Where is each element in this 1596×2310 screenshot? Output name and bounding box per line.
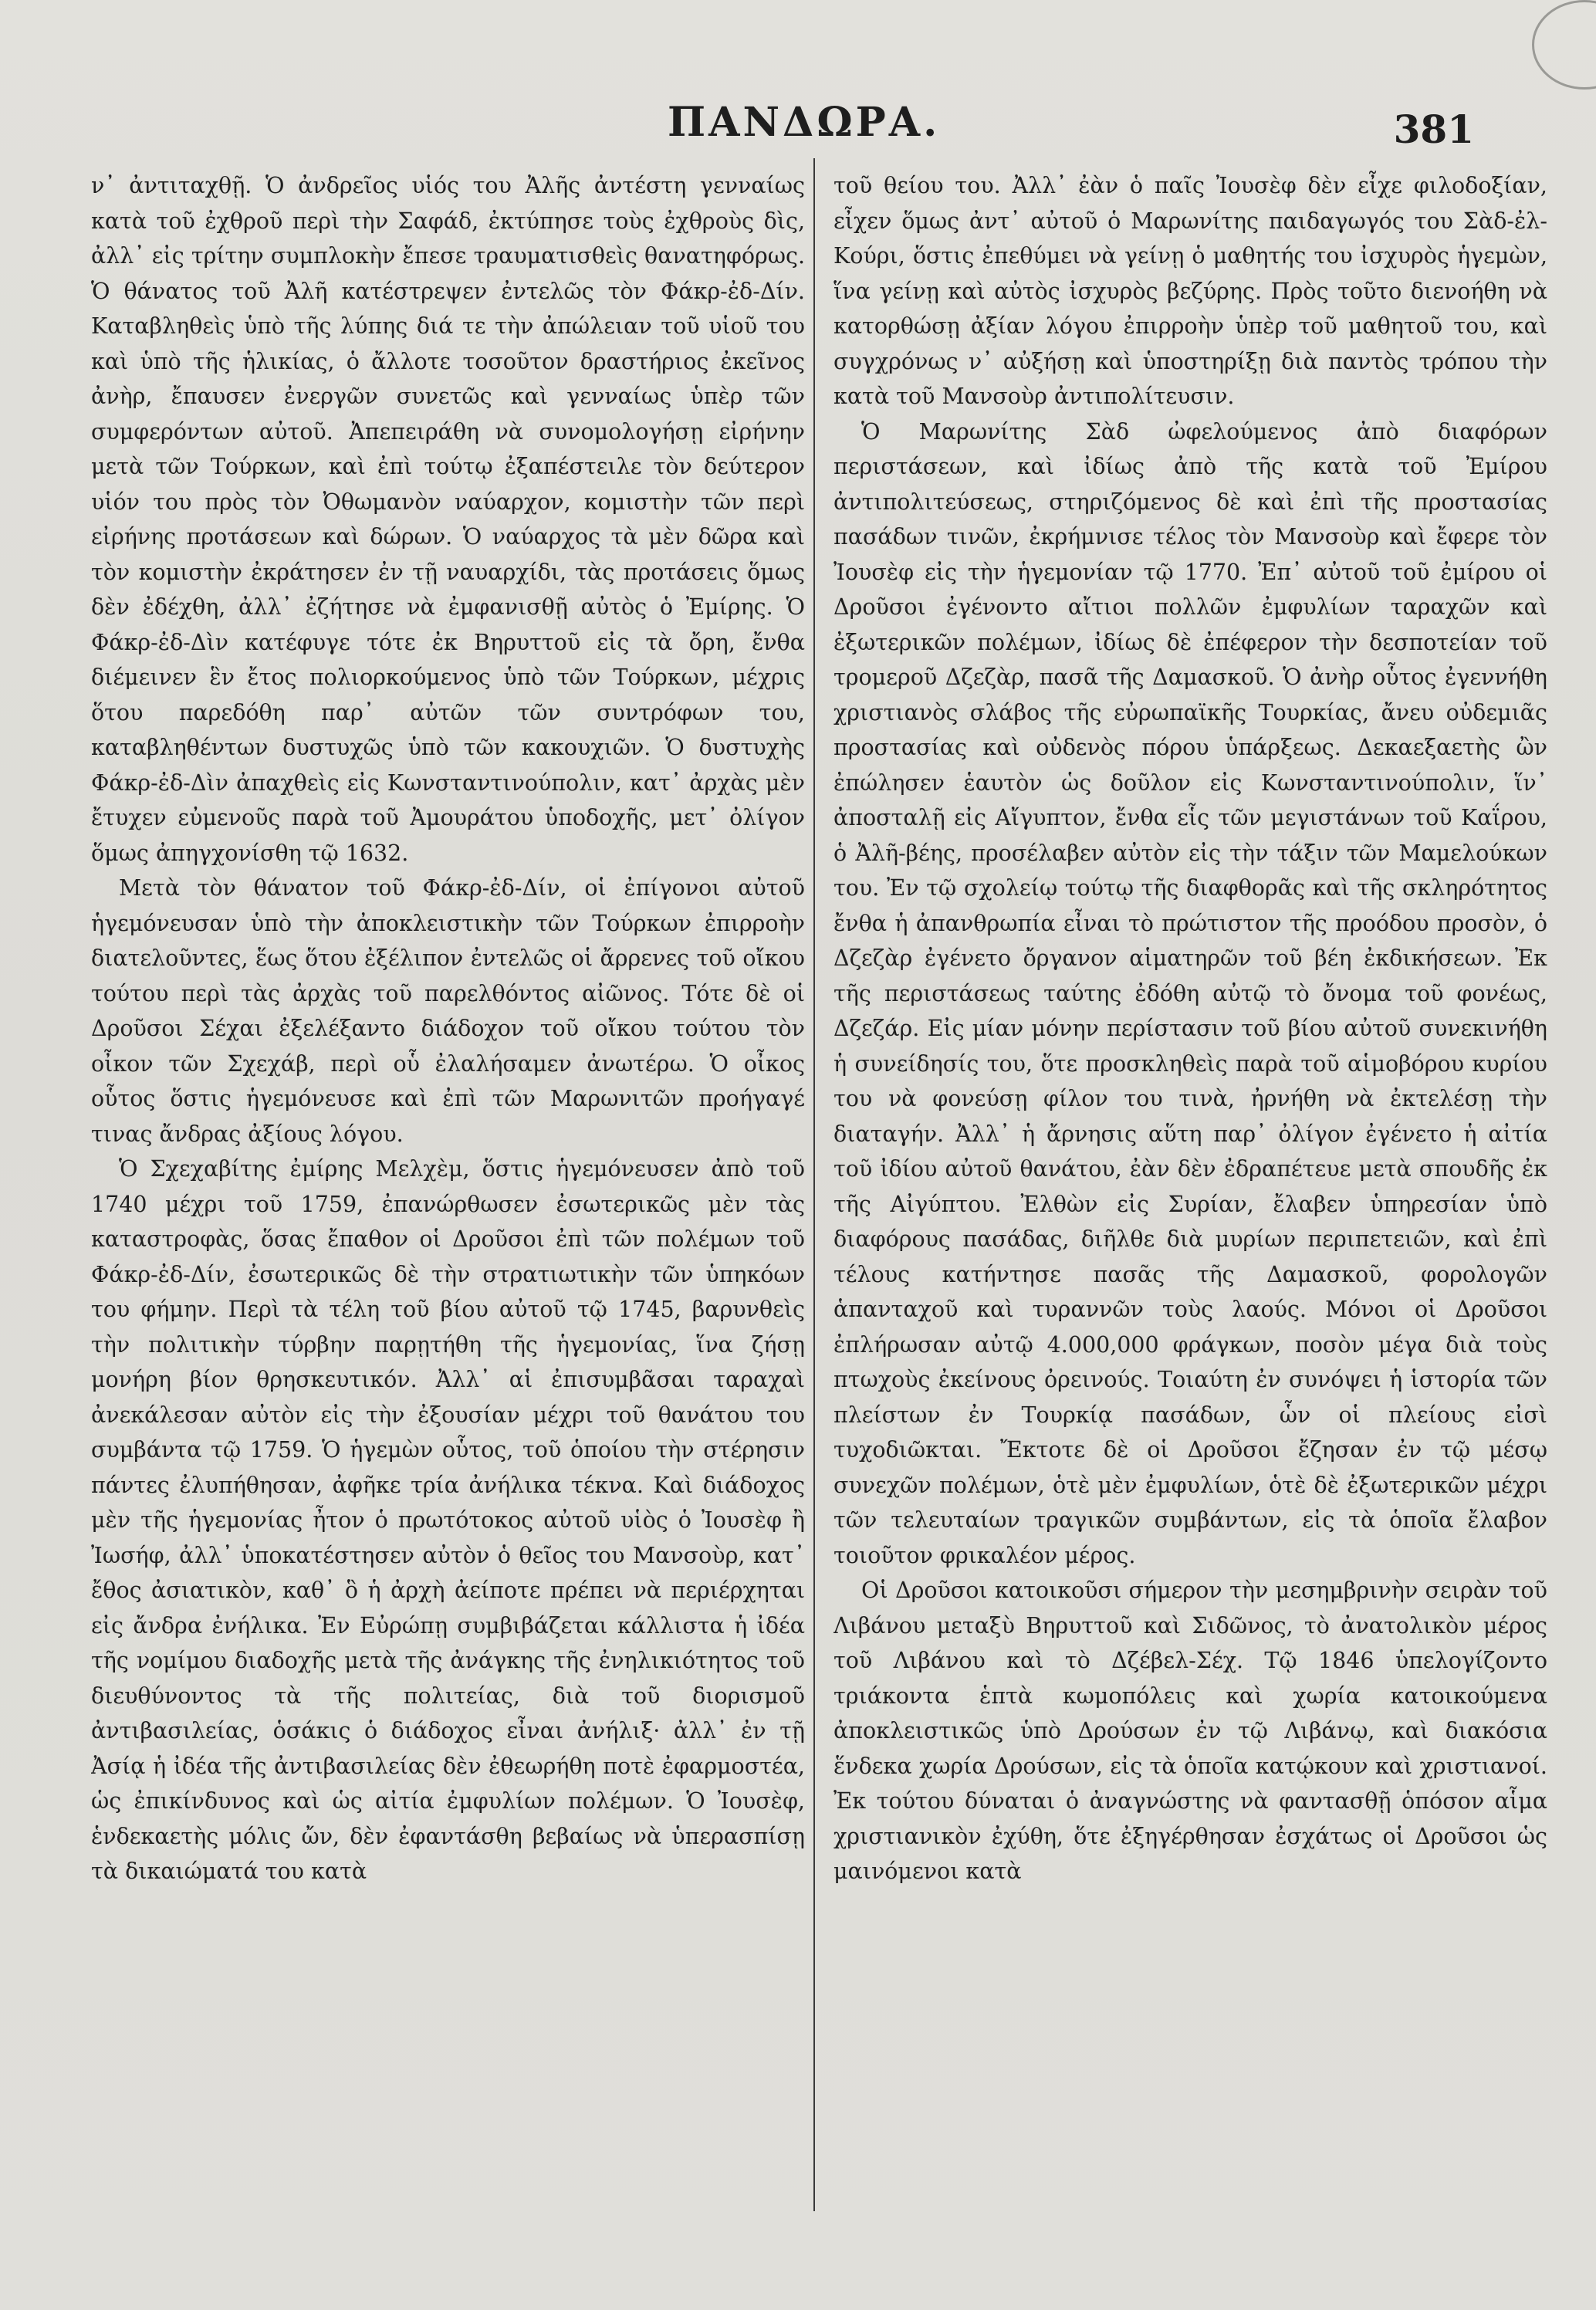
page-number: 381 (1393, 107, 1474, 152)
page-header (93, 91, 1474, 153)
paragraph: Ὁ Σχεχαβίτης ἐμίρης Μελχὲμ, ὅστις ἡγεμόνευσεν ἀπὸ τοῦ 1740 μέχρι τοῦ 1759, ἐπανώρθωσεν ἐσωτερικῶς μὲν τὰς καταστροφὰς, ὅσας ἔπαθον οἱ Δροῦσοι ἐπὶ τῶν πολέμων τοῦ Φάκρ-ἐδ-Δίν, ἐσωτερικῶς δὲ τὴν στρατιωτικὴν τῶν ὑπηκόων του φήμην. Περὶ τὰ τέλη τοῦ βίου αὐτοῦ τῷ 1745, βαρυνθεὶς τὴν πολιτικὴν τύρβην παρῃτήθη τῆς ἡγεμονίας, ἵνα ζήσῃ μονήρη βίον θρησκευτικόν. Ἀλλ᾽ αἱ ἐπισυμβᾶσαι ταραχαὶ ἀνεκάλεσαν αὐτὸν εἰς τὴν ἐξουσίαν μέχρι τοῦ θανάτου του συμβάντα τῷ 1759. Ὁ ἡγεμὼν οὗτος, τοῦ ὁποίου τὴν στέρησιν πάντες ἐλυπήθησαν, ἀφῆκε τρία ἀνήλικα τέκνα. Καὶ διάδοχος μὲν τῆς ἡγεμονίας ἦτον ὁ πρωτότοκος αὐτοῦ υἱὸς ὁ Ἰουσὲφ ἢ Ἰωσήφ, ἀλλ᾽ ὑποκατέστησεν αὐτὸν ὁ θεῖος του Μανσοὺρ, κατ᾽ ἔθος ἀσιατικὸν, καθ᾽ ὃ ἡ ἀρχὴ ἀείποτε πρέπει νὰ περιέρχηται εἰς ἄνδρα ἐνήλικα. Ἐν Εὐρώπῃ συμβιβάζεται κάλλιστα ἡ ἰδέα τῆς νομίμου διαδοχῆς μετὰ τῆς ἀνάγκης τῆς ἐνηλικιότητος τοῦ διευθύνοντος τὰ τῆς πολιτείας, διὰ τοῦ διορισμοῦ ἀντιβασιλείας, ὁσάκις ὁ διάδοχος εἶναι ἀνήλιξ· ἀλλ᾽ ἐν τῇ Ἀσίᾳ ἡ ἰδέα τῆς ἀντιβασιλείας δὲν ἐθεωρήθη ποτὲ ἐφαρμοστέα, ὡς ἐπικίνδυνος καὶ ὡς αἰτία ἐμφυλίων πολέμων. Ὁ Ἰουσὲφ, ἑνδεκαετὴς μόλις ὤν, δὲν ἐφαντάσθη βεβαίως νὰ ὑπερασπίσῃ τὰ δικαιώματά του κατὰ (91, 1156, 805, 1884)
right-column (834, 168, 1547, 2252)
column-divider (813, 158, 815, 2211)
library-stamp (1532, 0, 1596, 90)
paragraph: Οἱ Δροῦσοι κατοικοῦσι σήμερον τὴν μεσημβρινὴν σειρὰν τοῦ Λιβάνου μεταξὺ Βηρυττοῦ καὶ Σιδῶνος, τὸ ἀνατολικὸν μέρος τοῦ Λιβάνου καὶ τὸ Δζέβελ-Σέχ. Τῷ 1846 ὑπελογίζοντο τριάκοντα ἑπτὰ κωμοπόλεις καὶ χωρία κατοικούμενα ἀποκλειστικῶς ὑπὸ Δρούσων ἐν τῷ Λιβάνῳ, καὶ διακόσια ἕνδεκα χωρία Δρούσων, εἰς τὰ ὁποῖα κατῴκουν καὶ χριστιανοί. Ἐκ τούτου δύναται ὁ ἀναγνώστης νὰ φαντασθῇ ὁπόσον αἷμα χριστιανικὸν ἐχύθη, ὅτε ἐξηγέρθησαν ἐσχάτως οἱ Δροῦσοι ὡς μαινόμενοι κατὰ (834, 1578, 1547, 1884)
paragraph: Ὁ Μαρωνίτης Σὰδ ὠφελούμενος ἀπὸ διαφόρων περιστάσεων, καὶ ἰδίως ἀπὸ τῆς κατὰ τοῦ Ἐμίρου ἀντιπολιτεύσεως, στηριζόμενος δὲ καὶ ἐπὶ τῆς προστασίας πασάδων τινῶν, ἐκρήμνισε τέλος τὸν Μανσοὺρ καὶ ἔφερε τὸν Ἰουσὲφ εἰς τὴν ἡγεμονίαν τῷ 1770. Ἐπ᾽ αὐτοῦ τοῦ ἐμίρου οἱ Δροῦσοι ἐγένοντο αἴτιοι πολλῶν ἐμφυλίων ταραχῶν καὶ ἐξωτερικῶν πολέμων, ἰδίως δὲ ἐπέφερον τὴν δεσποτείαν τοῦ τρομεροῦ Δζεζὰρ, πασᾶ τῆς Δαμασκοῦ. Ὁ ἀνὴρ οὗτος ἐγεννήθη χριστιανὸς σλάβος τῆς εὐρωπαϊκῆς Τουρκίας, ἄνευ οὐδεμιᾶς προστασίας καὶ οὐδενὸς πόρου ὑπάρξεως. Δεκαεξαετὴς ὢν ἐπώλησεν ἑαυτὸν ὡς δοῦλον εἰς Κωνσταντινούπολιν, ἵν᾽ ἀποσταλῇ εἰς Αἴγυπτον, ἔνθα εἷς τῶν μεγιστάνων τοῦ Καΐρου, ὁ Ἀλῆ-βέης, προσέλαβεν αὐτὸν εἰς τὴν τάξιν τῶν Μαμελούκων του. Ἐν τῷ σχολείῳ τούτῳ τῆς διαφθορᾶς καὶ τῆς σκληρότητος ἔνθα ἡ ἀπανθρωπία εἶναι τὸ πρώτιστον τῆς προόδου προσὸν, ὁ Δζεζὰρ ἐγένετο ὄργανον αἱματηρῶν τοῦ βέη ἐκδικήσεων. Ἐκ τῆς περιστάσεως ταύτης ἐδόθη αὐτῷ τὸ ὄνομα τοῦ φονέως, Δζεζάρ. Εἰς μίαν μόνην περίστασιν τοῦ βίου αὐτοῦ συνεκινήθη ἡ συνείδησίς του, ὅτε προσκληθεὶς παρὰ τοῦ αἱμοβόρου κυρίου του νὰ φονεύσῃ φίλον του τινὰ, ἠρνήθη νὰ ἐκτελέσῃ τὴν διαταγήν. Ἀλλ᾽ ἡ ἄρνησις αὕτη παρ᾽ ὀλίγον ἐγένετο ἡ αἰτία τοῦ ἰδίου αὐτοῦ θανάτου, ἐὰν δὲν ἐδραπέτευε μετὰ σπουδῆς ἐκ τῆς Αἰγύπτου. Ἐλθὼν εἰς Συρίαν, ἔλαβεν ὑπηρεσίαν ὑπὸ διαφόρους πασάδας, διῆλθε διὰ μυρίων περιπετειῶν, καὶ ἐπὶ τέλους κατήντησε πασᾶς τῆς Δαμασκοῦ, φορολογῶν ἁπανταχοῦ καὶ τυραννῶν τοὺς λαούς. Μόνοι οἱ Δροῦσοι ἐπλήρωσαν αὐτῷ 4.000,000 φράγκων, ποσὸν μέγα διὰ τοὺς πτωχοὺς ἐκείνους ὀρεινούς. Τοιαύτη ἐν συνόψει ἡ ἱστορία τῶν πλείστων ἐν Τουρκίᾳ πασάδων, ὧν οἱ πλείους εἰσὶ τυχοδιῶκται. Ἔκτοτε δὲ οἱ Δροῦσοι ἔζησαν ἐν τῷ μέσῳ συνεχῶν πολέμων, ὁτὲ μὲν ἐμφυλίων, ὁτὲ δὲ ἐξωτερικῶν μέχρι τῶν τελευταίων τραγικῶν συμβάντων, εἰς τὰ ὁποῖα ἔλαβον τοιοῦτον φρικαλέον μέρος. (834, 418, 1547, 1568)
paragraph: Μετὰ τὸν θάνατον τοῦ Φάκρ-ἐδ-Δίν, οἱ ἐπίγονοι αὐτοῦ ἡγεμόνευσαν ὑπὸ τὴν ἀποκλειστικὴν τῶν Τούρκων ἐπιρροὴν διατελοῦντες, ἕως ὅτου ἐξέλιπον ἐντελῶς οἱ ἄρρενες τοῦ οἴκου τούτου περὶ τὰς ἀρχὰς τοῦ παρελθόντος αἰῶνος. Τότε δὲ οἱ Δροῦσοι Σέχαι ἐξελέξαντο διάδοχον τοῦ οἴκου τούτου τὸν οἶκον τῶν Σχεχάβ, περὶ οὗ ἐλαλήσαμεν ἀνωτέρω. Ὁ οἶκος οὗτος ὅστις ἡγεμόνευσε καὶ ἐπὶ τῶν Μαρωνιτῶν προήγαγέ τινας ἄνδρας ἀξίους λόγου. (91, 875, 805, 1147)
journal-title: ΠΑΝΔΩΡΑ. (668, 99, 941, 146)
paragraph: τοῦ θείου του. Ἀλλ᾽ ἐὰν ὁ παῖς Ἰουσὲφ δὲν εἶχε φιλοδοξίαν, εἶχεν ὅμως ἀντ᾽ αὐτοῦ ὁ Μαρωνίτης παιδαγωγός του Σὰδ-ἐλ-Κούρι, ὅστις ἐπεθύμει νὰ γείνῃ ὁ μαθητής του ἰσχυρὸς ἡγεμὼν, ἵνα γείνῃ καὶ αὐτὸς ἰσχυρὸς βεζύρης. Πρὸς τοῦτο διενοήθη νὰ κατορθώσῃ ἀξίαν λόγου ἐπιρροὴν ὑπὲρ τοῦ μαθητοῦ του, καὶ συγχρόνως ν᾽ αὐξήσῃ καὶ ὑποστηρίξῃ διὰ παντὸς τρόπου τὴν κατὰ τοῦ Μανσοὺρ ἀντιπολίτευσιν. (834, 173, 1547, 409)
paragraph: ν᾽ ἀντιταχθῇ. Ὁ ἀνδρεῖος υἱός του Ἀλῆς ἀντέστη γενναίως κατὰ τοῦ ἐχθροῦ περὶ τὴν Σαφάδ, ἐκτύπησε τοὺς ἐχθροὺς δὶς, ἀλλ᾽ εἰς τρίτην συμπλοκὴν ἔπεσε τραυματισθεὶς θανατηφόρως. Ὁ θάνατος τοῦ Ἀλῆ κατέστρεψεν ἐντελῶς τὸν Φάκρ-ἐδ-Δίν. Καταβληθεὶς ὑπὸ τῆς λύπης διά τε τὴν ἀπώλειαν τοῦ υἱοῦ του καὶ ὑπὸ τῆς ἡλικίας, ὁ ἄλλοτε τοσοῦτον δραστήριος ἐκεῖνος ἀνὴρ, ἔπαυσεν ἐνεργῶν συνετῶς καὶ γενναίως ὑπὲρ τῶν συμφερόντων αὐτοῦ. Ἀπεπειράθη νὰ συνομολογήσῃ εἰρήνην μετὰ τῶν Τούρκων, καὶ ἐπὶ τούτῳ ἐξαπέστειλε τὸν δεύτερον υἱόν του πρὸς τὸν Ὀθωμανὸν ναύαρχον, κομιστὴν τῶν περὶ εἰρήνης προτάσεων καὶ δώρων. Ὁ ναύαρχος τὰ μὲν δῶρα καὶ τὸν κομιστὴν ἐκράτησεν ἐν τῇ ναυαρχίδι, τὰς προτάσεις ὅμως δὲν ἐδέχθη, ἀλλ᾽ ἐζήτησε νὰ ἐμφανισθῇ αὐτὸς ὁ Ἐμίρης. Ὁ Φάκρ-ἐδ-Δὶν κατέφυγε τότε ἐκ Βηρυττοῦ εἰς τὰ ὄρη, ἔνθα διέμεινεν ἓν ἔτος πολιορκούμενος ὑπὸ τῶν Τούρκων, μέχρις ὅτου παρεδόθη παρ᾽ αὐτῶν τῶν συντρόφων του, καταβληθέντων δυστυχῶς ὑπὸ τῶν κακουχιῶν. Ὁ δυστυχὴς Φάκρ-ἐδ-Δὶν ἀπαχθεὶς εἰς Κωνσταντινούπολιν, κατ᾽ ἀρχὰς μὲν ἔτυχεν εὐμενοῦς παρὰ τοῦ Ἀμουράτου ὑποδοχῆς, μετ᾽ ὀλίγον ὅμως ἀπηγχονίσθη τῷ 1632. (91, 173, 805, 866)
left-column (91, 168, 805, 2252)
